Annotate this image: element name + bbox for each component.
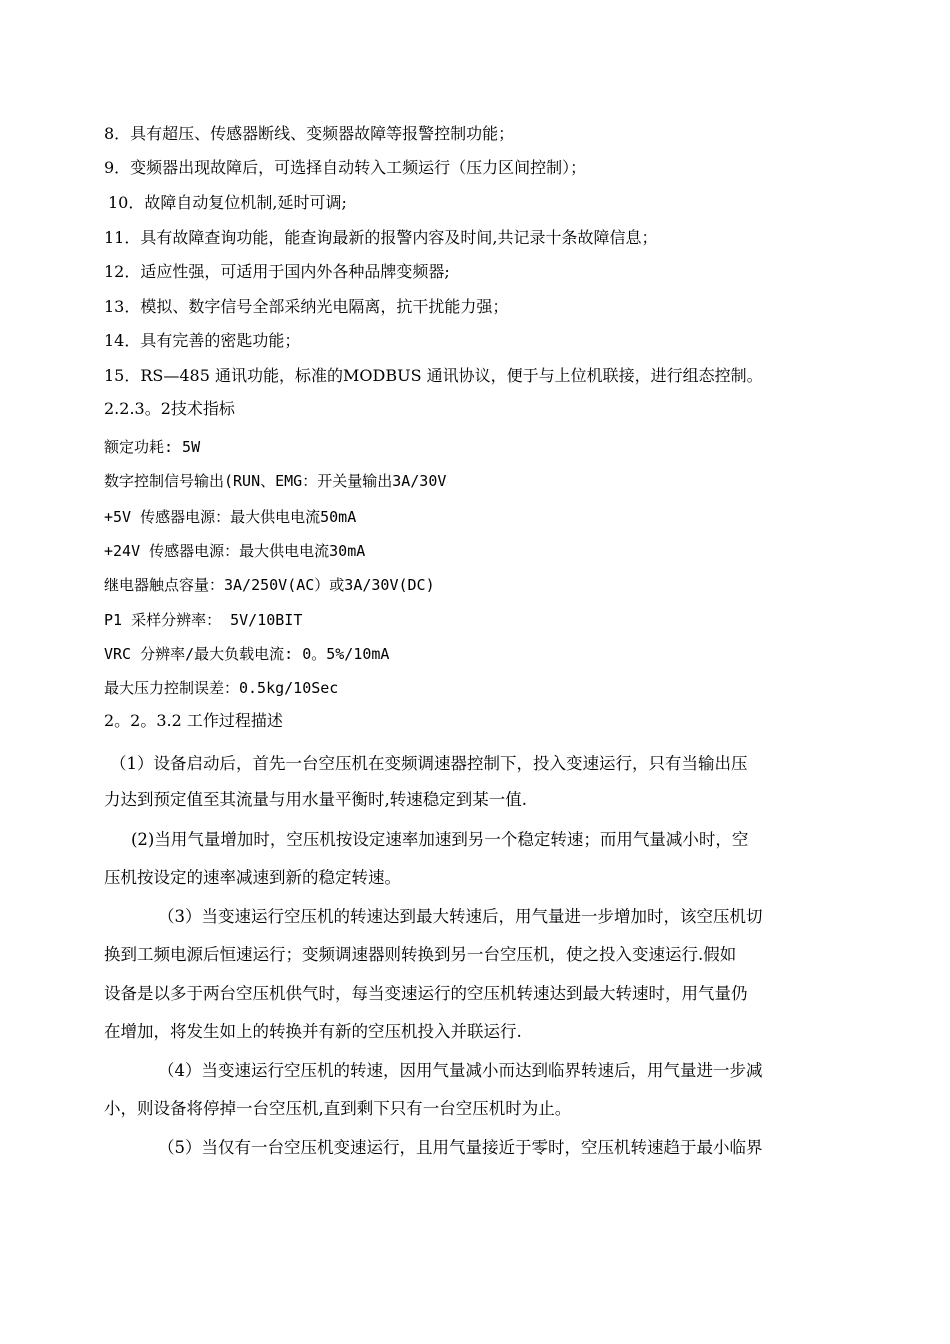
spec-24v-sensor: +24V 传感器电源：最大供电电流30mA [104, 542, 366, 560]
paragraph-1-line-2: 力达到预定值至其流量与用水量平衡时,转速稳定到某一值. [104, 790, 527, 809]
spec-rated-power: 额定功耗: 5W [104, 438, 201, 456]
spec-max-pressure-error: 最大压力控制误差：0.5kg/10Sec [104, 679, 339, 697]
paragraph-2-line-1: (2)当用气量增加时，空压机按设定速率加速到另一个稳定转速；而用气量减小时，空 [131, 830, 749, 849]
spec-5v-sensor: +5V 传感器电源：最大供电电流50mA [104, 508, 357, 526]
list-item-14: 14．具有完善的密匙功能； [104, 331, 301, 350]
spec-relay-capacity: 继电器触点容量：3A/250V(AC）或3A/30V(DC) [104, 576, 435, 594]
spec-digital-output: 数字控制信号输出(RUN、EMG：开关量输出3A/30V [104, 472, 447, 490]
paragraph-2-line-2: 压机按设定的速率减速到新的稳定转速。 [104, 868, 401, 887]
list-item-9: 9．变频器出现故障后，可选择自动转入工频运行（压力区间控制）； [104, 158, 587, 177]
paragraph-3-line-1: （3）当变速运行空压机的转速达到最大转速后，用气量进一步增加时，该空压机切 [158, 907, 763, 926]
section-heading-process: 2。2。3.2 工作过程描述 [104, 711, 283, 730]
list-item-11: 11．具有故障查询功能，能查询最新的报警内容及时间,共记录十条故障信息； [104, 228, 658, 247]
spec-p1-resolution: P1 采样分辨率： 5V/10BIT [104, 611, 303, 629]
list-item-13: 13．模拟、数字信号全部采纳光电隔离，抗干扰能力强； [104, 297, 509, 316]
paragraph-3-line-2: 换到工频电源后恒速运行；变频调速器则转换到另一台空压机，使之投入变速运行.假如 [104, 945, 737, 964]
list-item-10: 10．故障自动复位机制,延时可调; [108, 193, 347, 212]
paragraph-1-line-1: （1）设备启动后，首先一台空压机在变频调速器控制下，投入变速运行，只有当输出压 [110, 754, 748, 773]
list-item-15: 15．RS—485 通讯功能，标准的MODBUS 通讯协议，便于与上位机联接，进行组态控制。 [104, 366, 763, 385]
list-item-12: 12．适应性强，可适用于国内外各种品牌变频器; [104, 262, 450, 281]
list-item-8: 8．具有超压、传感器断线、变频器故障等报警控制功能； [104, 124, 515, 143]
paragraph-5-line-1: （5）当仅有一台空压机变速运行，且用气量接近于零时，空压机转速趋于最小临界 [158, 1138, 763, 1157]
spec-vrc-resolution: VRC 分辨率/最大负载电流: 0。5%/10mA [104, 645, 390, 663]
paragraph-3-line-4: 在增加，将发生如上的转换并有新的空压机投入并联运行. [104, 1022, 522, 1041]
paragraph-4-line-1: （4）当变速运行空压机的转速，因用气量减小而达到临界转速后，用气量进一步减 [158, 1061, 763, 1080]
paragraph-4-line-2: 小，则设备将停掉一台空压机,直到剩下只有一台空压机时为止。 [104, 1099, 572, 1118]
paragraph-3-line-3: 设备是以多于两台空压机供气时，每当变速运行的空压机转速达到最大转速时，用气量仍 [104, 984, 748, 1003]
section-heading-specs: 2.2.3。2技术指标 [104, 399, 235, 418]
